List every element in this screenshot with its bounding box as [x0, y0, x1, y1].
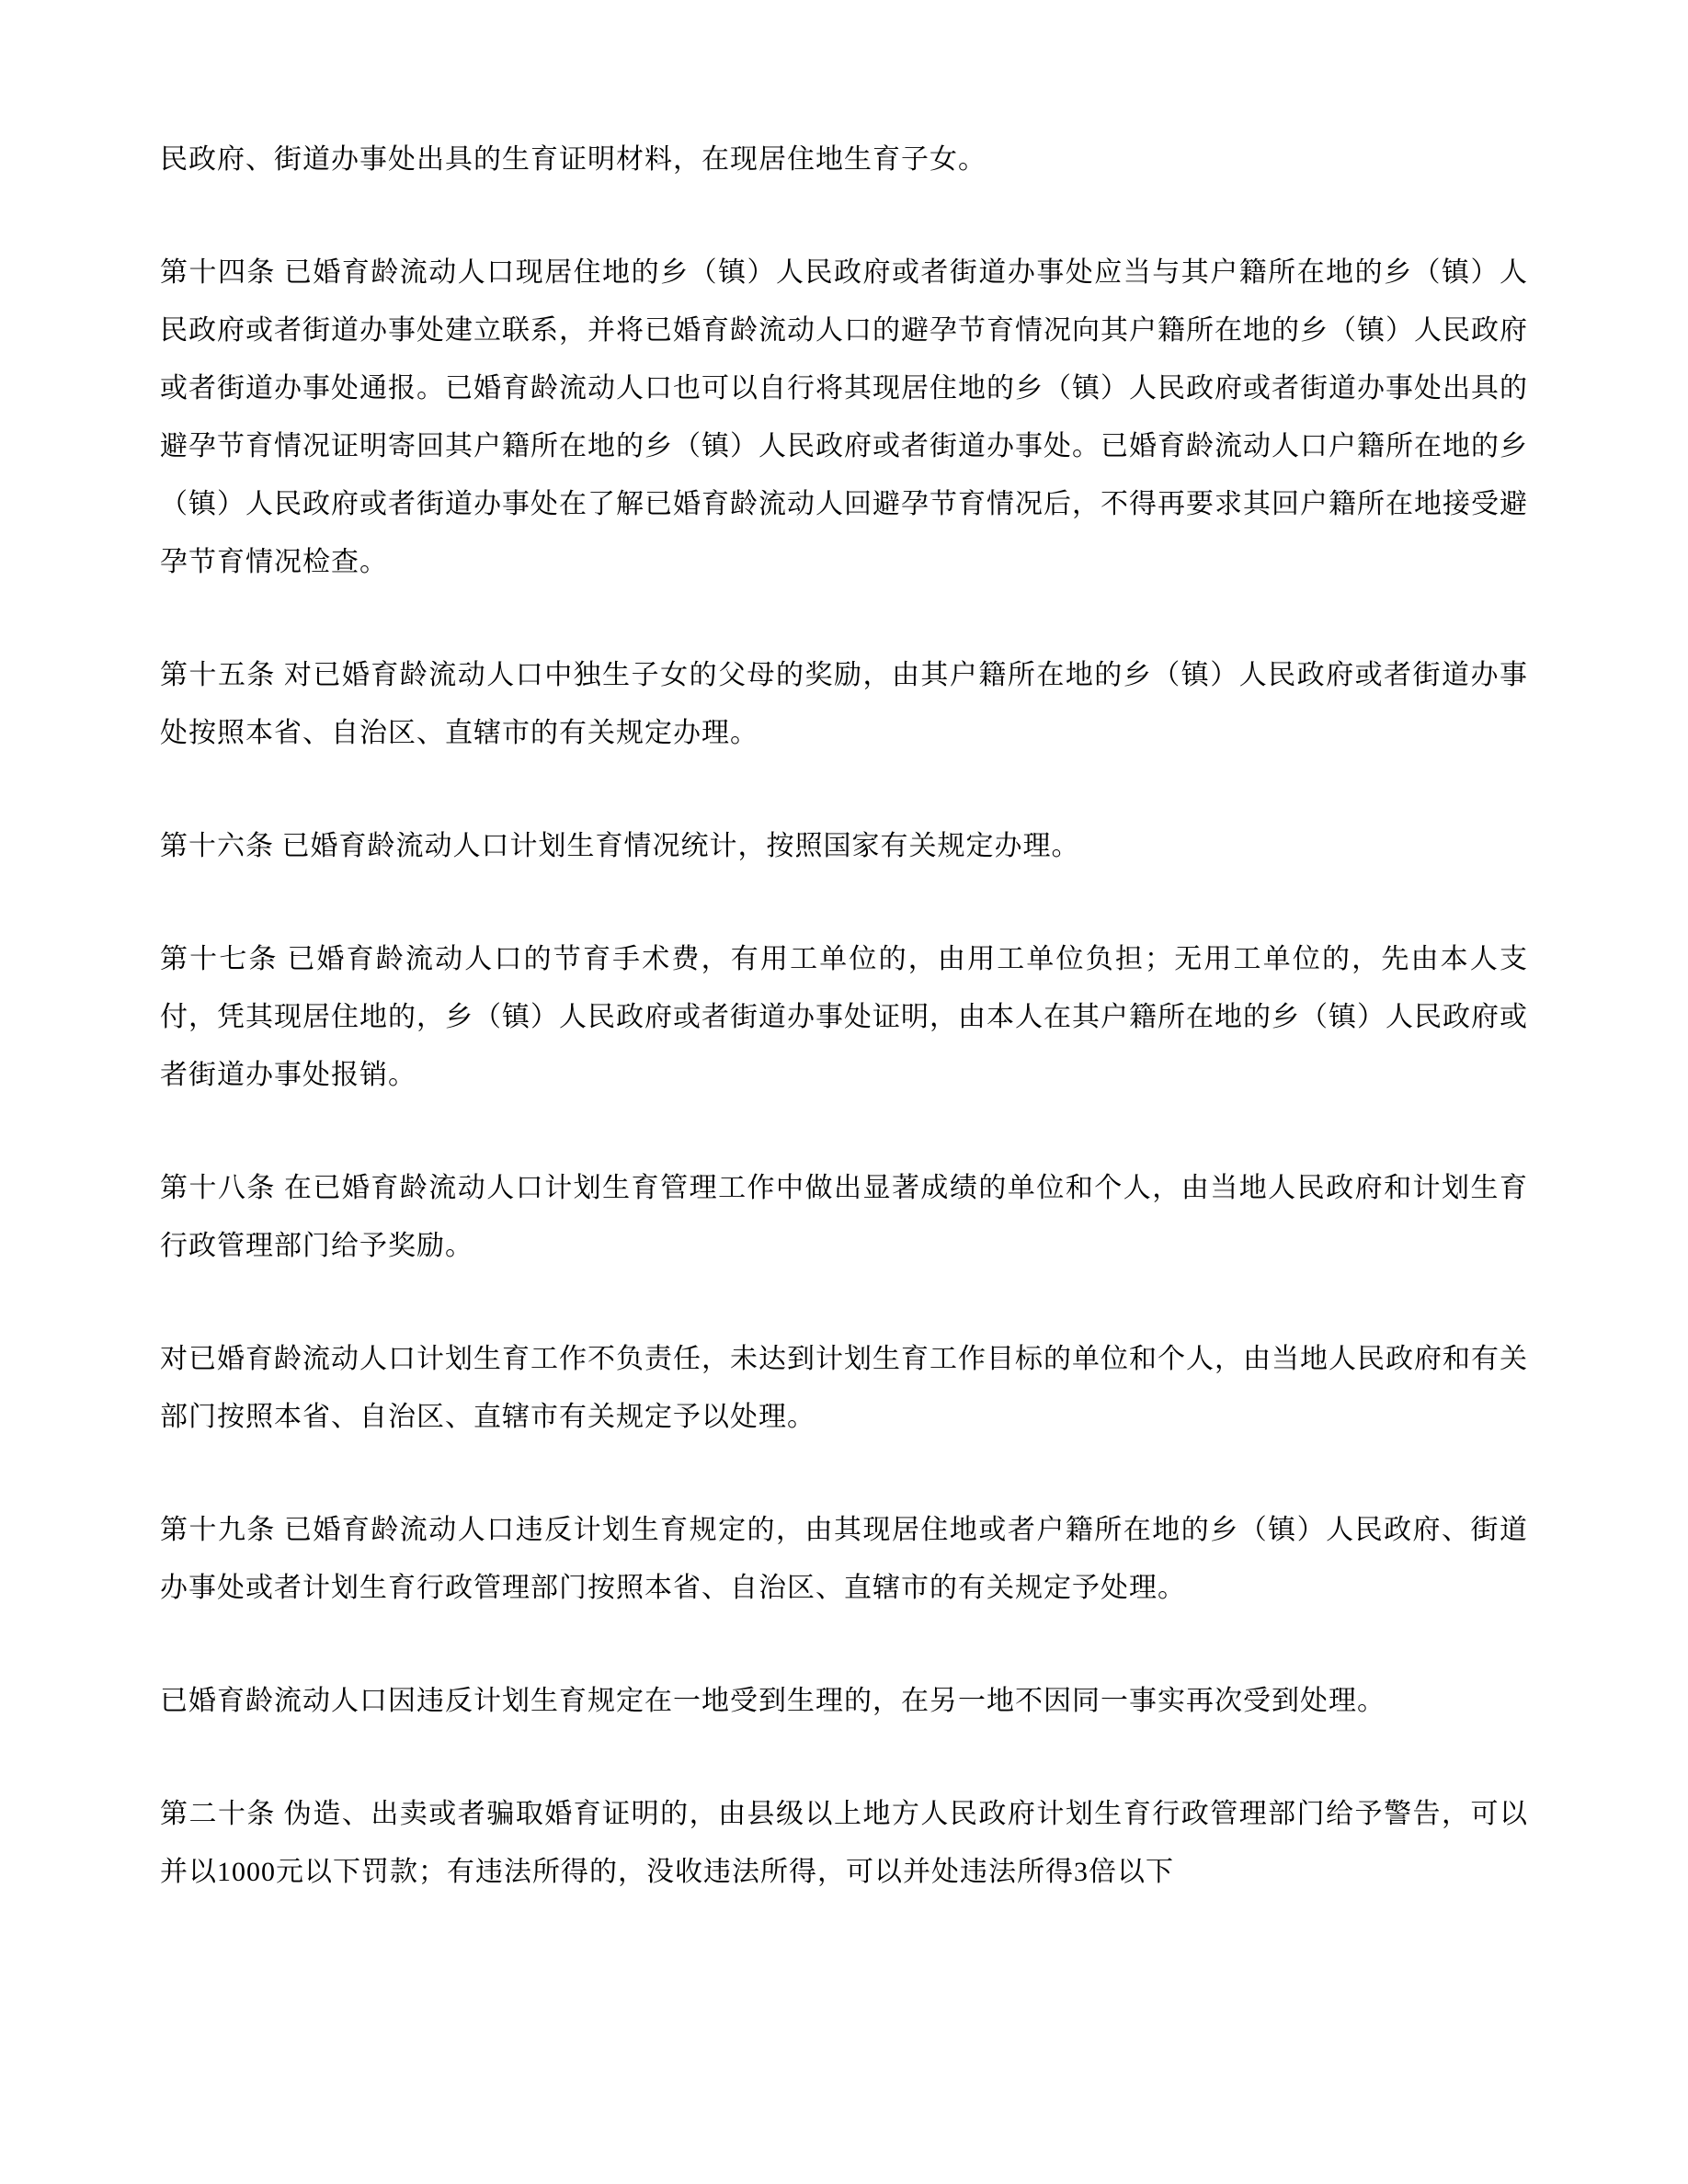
paragraph-article-16: 第十六条 已婚育龄流动人口计划生育情况统计，按照国家有关规定办理。 — [160, 831, 1080, 861]
paragraph-article-19-continued: 已婚育龄流动人口因违反计划生育规定在一地受到生理的，在另一地不因同一事实再次受到处理。 — [160, 1686, 1386, 1716]
paragraph-article-18: 第十八条 在已婚育龄流动人口计划生育管理工作中做出显著成绩的单位和个人，由当地人民政府和计划生育行政管理部门给予奖励。 — [160, 1173, 1528, 1261]
paragraph-article-17: 第十七条 已婚育龄流动人口的节育手术费，有用工单位的，由用工单位负担；无用工单位的，先由本人支付，凭其现居住地的，乡（镇）人民政府或者街道办事处证明，由本人在其户籍所在地的乡（镇）人民政府或者街道办事处报销。 — [160, 944, 1528, 1090]
paragraph-continuation: 民政府、街道办事处出具的生育证明材料，在现居住地生育子女。 — [160, 144, 987, 175]
paragraph-article-14: 第十四条 已婚育龄流动人口现居住地的乡（镇）人民政府或者街道办事处应当与其户籍所在地的乡（镇）人民政府或者街道办事处建立联系，并将已婚育龄流动人口的避孕节育情况向其户籍所在地的乡（镇）人民政府或者街道办事处通报。已婚育龄流动人口也可以自行将其现居住地的乡（镇）人民政府或者街道办事处出具的避孕节育情况证明寄回其户籍所在地的乡（镇）人民政府或者街道办事处。已婚育龄流动人口户籍所在地的乡（镇）人民政府或者街道办事处在了解已婚育龄流动人回避孕节育情况后，不得再要求其回户籍所在地接受避孕节育情况检查。 — [160, 257, 1528, 577]
document-body — [160, 131, 1528, 1901]
paragraph-article-20: 第二十条 伪造、出卖或者骗取婚育证明的，由县级以上地方人民政府计划生育行政管理部门给予警告，可以并以1000元以下罚款；有违法所得的，没收违法所得，可以并处违法所得3倍以下 — [160, 1799, 1528, 1887]
paragraph-article-18-continued: 对已婚育龄流动人口计划生育工作不负责任，未达到计划生育工作目标的单位和个人，由当地人民政府和有关部门按照本省、自治区、直辖市有关规定予以处理。 — [160, 1344, 1528, 1432]
paragraph-article-19: 第十九条 已婚育龄流动人口违反计划生育规定的，由其现居住地或者户籍所在地的乡（镇）人民政府、街道办事处或者计划生育行政管理部门按照本省、自治区、直辖市的有关规定予处理。 — [160, 1515, 1528, 1603]
paragraph-article-15: 第十五条 对已婚育龄流动人口中独生子女的父母的奖励，由其户籍所在地的乡（镇）人民政府或者街道办事处按照本省、自治区、直辖市的有关规定办理。 — [160, 660, 1528, 748]
